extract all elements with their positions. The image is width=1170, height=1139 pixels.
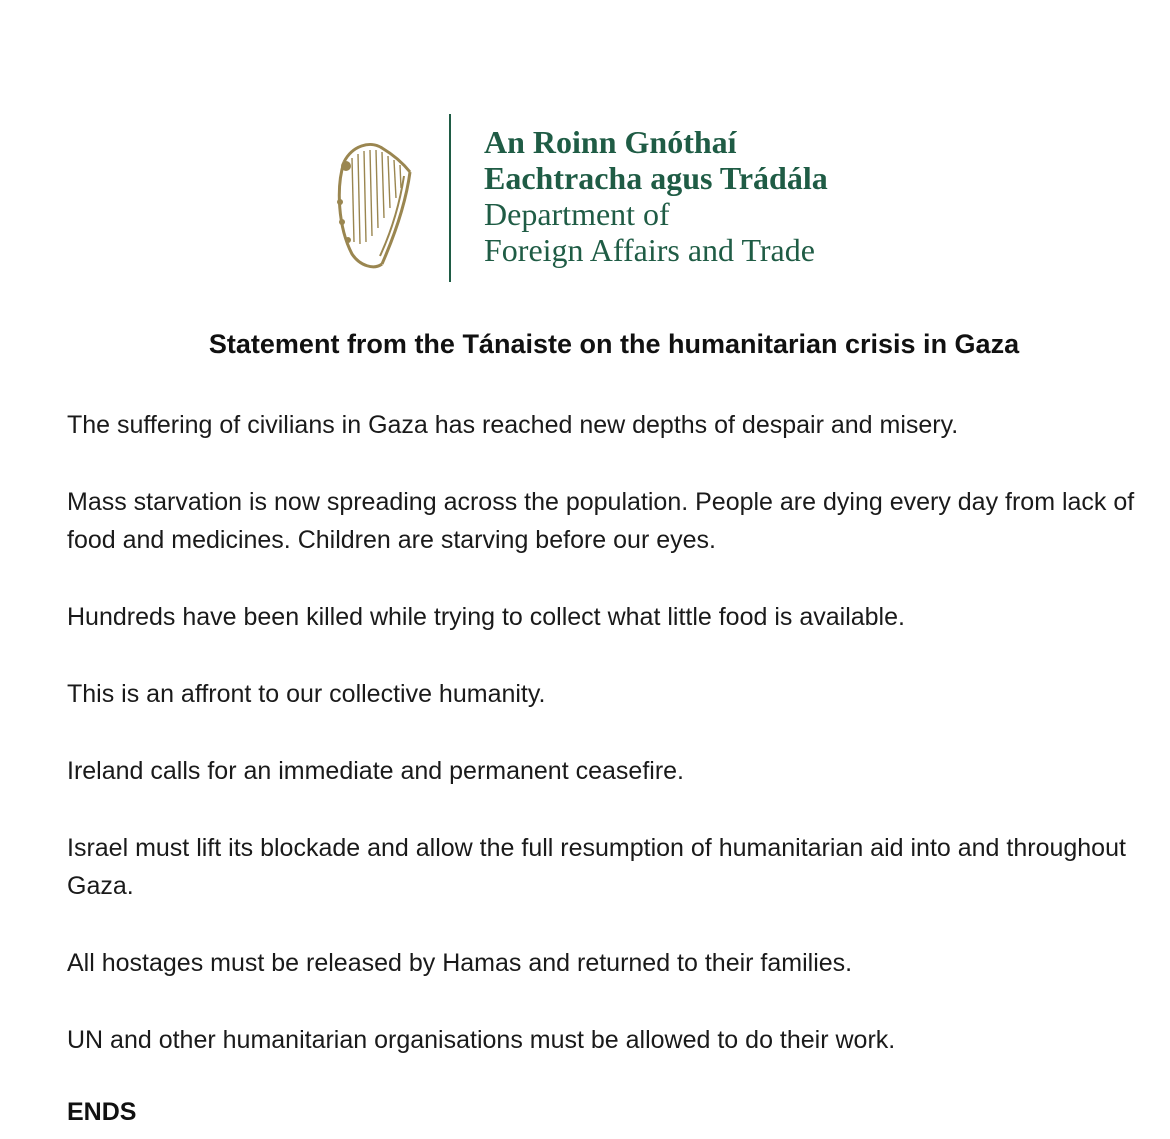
department-logo: [326, 114, 866, 284]
statement-body: [67, 406, 1147, 1098]
statement-paragraph: UN and other humanitarian organisations must be allowed to do their work.: [67, 1026, 896, 1054]
dept-name-english-line-1: Department of: [484, 196, 670, 232]
dept-name-irish-line-1: An Roinn Gnóthaí: [484, 124, 737, 160]
statement-paragraph: Ireland calls for an immediate and permanent ceasefire.: [67, 757, 684, 785]
dept-name-irish-line-2: Eachtracha agus Trádála: [484, 160, 828, 196]
statement-paragraph: Hundreds have been killed while trying to collect what little food is available.: [67, 603, 905, 631]
harp-icon: [330, 132, 416, 272]
statement-paragraph: Mass starvation is now spreading across the population. People are dying every day from lack of food and medicines. Children are starving before our eyes.: [67, 488, 1135, 554]
statement-paragraph: The suffering of civilians in Gaza has reached new depths of despair and misery.: [67, 411, 959, 439]
dept-name-english-line-2: Foreign Affairs and Trade: [484, 232, 815, 268]
statement-paragraph: This is an affront to our collective humanity.: [67, 680, 546, 708]
statement-title: Statement from the Tánaiste on the humanitarian crisis in Gaza: [208, 329, 1020, 359]
statement-ends: ENDS: [67, 1098, 137, 1126]
logo-divider: [449, 114, 451, 282]
statement-paragraph: All hostages must be released by Hamas and returned to their families.: [67, 949, 853, 977]
statement-paragraph: Israel must lift its blockade and allow the full resumption of humanitarian aid into and throughout Gaza.: [67, 834, 1126, 900]
department-name: [484, 124, 828, 268]
